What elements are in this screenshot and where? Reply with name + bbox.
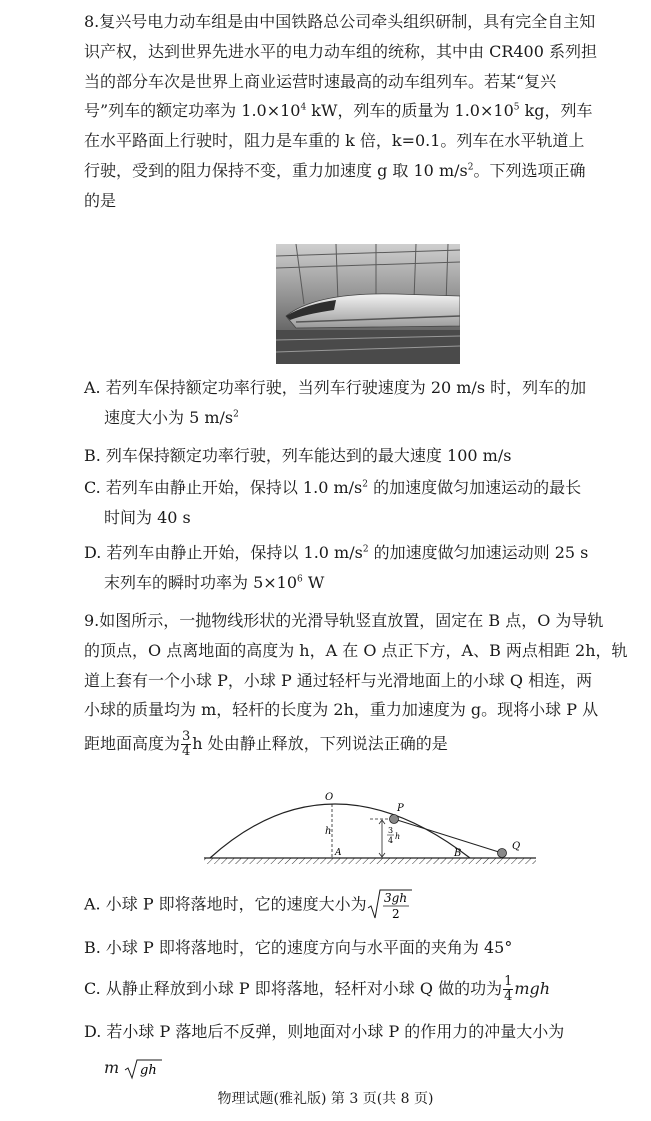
q9-option-a: A. 小球 P 即将落地时，它的速度大小为 3gh 2 <box>84 888 634 922</box>
label-frac-num: 3 <box>388 826 394 835</box>
svg-text:gh: gh <box>140 1062 157 1078</box>
q8-line-6: 行驶，受到的阻力保持不变，重力加速度 g 取 10 $m/s^2$。下列选项正确 <box>84 160 586 180</box>
q8-line-2: 识产权，达到世界先进水平的电力动车组的统称，其中由 CR400 系列担 <box>84 41 598 61</box>
q9-stem <box>84 606 634 759</box>
rod-line <box>394 819 502 853</box>
q8-option-c: C. 若列车由静止开始，保持以 1.0 $m/s^2$ 的加速度做匀加速运动的最长 时间为 40 s <box>84 478 582 527</box>
q8-option-a: A. 若列车保持额定功率行驶，当列车行驶速度为 20 m/s 时，列车的加 速度大小为 5 $m/s^2$ <box>84 378 587 427</box>
q8-line-3: 当的部分车次是世界上商业运营时速最高的动车组列车。若某“复兴 <box>84 71 557 91</box>
page-footer: 物理试题(雅礼版) 第 3 页(共 8 页) <box>217 1091 434 1107</box>
label-o: O <box>325 792 334 803</box>
q8-option-b: B. 列车保持额定功率行驶，列车能达到的最大速度 100 m/s <box>84 446 512 465</box>
label-b: B <box>454 848 462 859</box>
sqrt-expression <box>367 888 413 922</box>
label-a: A <box>335 848 342 858</box>
label-frac-h: h <box>395 832 401 841</box>
q9-option-d: D. 若小球 P 落地后不反弹，则地面对小球 P 的作用力的冲量大小为 m gh <box>84 1017 634 1083</box>
ground-hatch <box>204 858 536 864</box>
svg-text:3gh: 3gh <box>383 891 407 905</box>
q8-line-1: 8.复兴号电力动车组是由中国铁路总公司牵头组织研制，具有完全自主知 <box>84 12 596 31</box>
rail-diagram <box>200 786 540 866</box>
svg-text:2: 2 <box>391 907 400 921</box>
label-q: Q <box>512 841 521 852</box>
label-h: h <box>325 826 332 837</box>
q9-line-5: 距地面高度为 $\frac{3}{4}$ h 处由静止释放，下列说法正确的是 <box>84 729 448 760</box>
ball-p <box>390 815 399 824</box>
train-photo <box>276 244 460 364</box>
q8-line-7: 的是 <box>84 190 117 210</box>
fraction-three-quarters: $\frac{3}{4}$ <box>182 729 191 760</box>
q9-option-c: C. 从静止释放到小球 P 即将落地，轻杆对小球 Q 做的功为 $\frac{1}{4}$ mgh <box>84 974 551 1004</box>
q8-line-4: 号”列车的额定功率为 $1.0\times 10^4$ kW，列车的质量为 $1.0\times 10^5$ kg，列车 <box>84 101 593 121</box>
ball-q <box>498 849 507 858</box>
sqrt-gh <box>124 1053 164 1083</box>
q9-line-1: 9.如图所示，一抛物线形状的光滑导轨竖直放置，固定在 B 点，O 为导轨 <box>84 611 604 630</box>
label-p: P <box>397 803 404 814</box>
q8-stem <box>84 7 634 216</box>
q8-option-d: D. 若列车由静止开始，保持以 1.0 $m/s^2$ 的加速度做匀加速运动则 25 s 末列车的瞬时功率为 $5\times 10^6$ W <box>84 543 589 592</box>
q9-line-4: 小球的质量均为 m，轻杆的长度为 2h，重力加速度为 g。现将小球 P 从 <box>84 700 599 720</box>
q9-line-3: 道上套有一个小球 P，小球 P 通过轻杆与光滑地面上的小球 Q 相连，两 <box>84 670 593 690</box>
q9-option-b: B. 小球 P 即将落地时，它的速度方向与水平面的夹角为 45° <box>84 938 513 957</box>
q9-line-2: 的顶点，O 点离地面的高度为 h，A 在 O 点正下方，A、B 两点相距 2h，轨 <box>84 640 628 660</box>
q8-line-5: 在水平路面上行驶时，阻力是车重的 k 倍，k=0.1。列车在水平轨道上 <box>84 131 585 151</box>
label-frac-den: 4 <box>388 836 394 845</box>
fraction-one-quarter: $\frac{1}{4}$ <box>504 974 513 1004</box>
